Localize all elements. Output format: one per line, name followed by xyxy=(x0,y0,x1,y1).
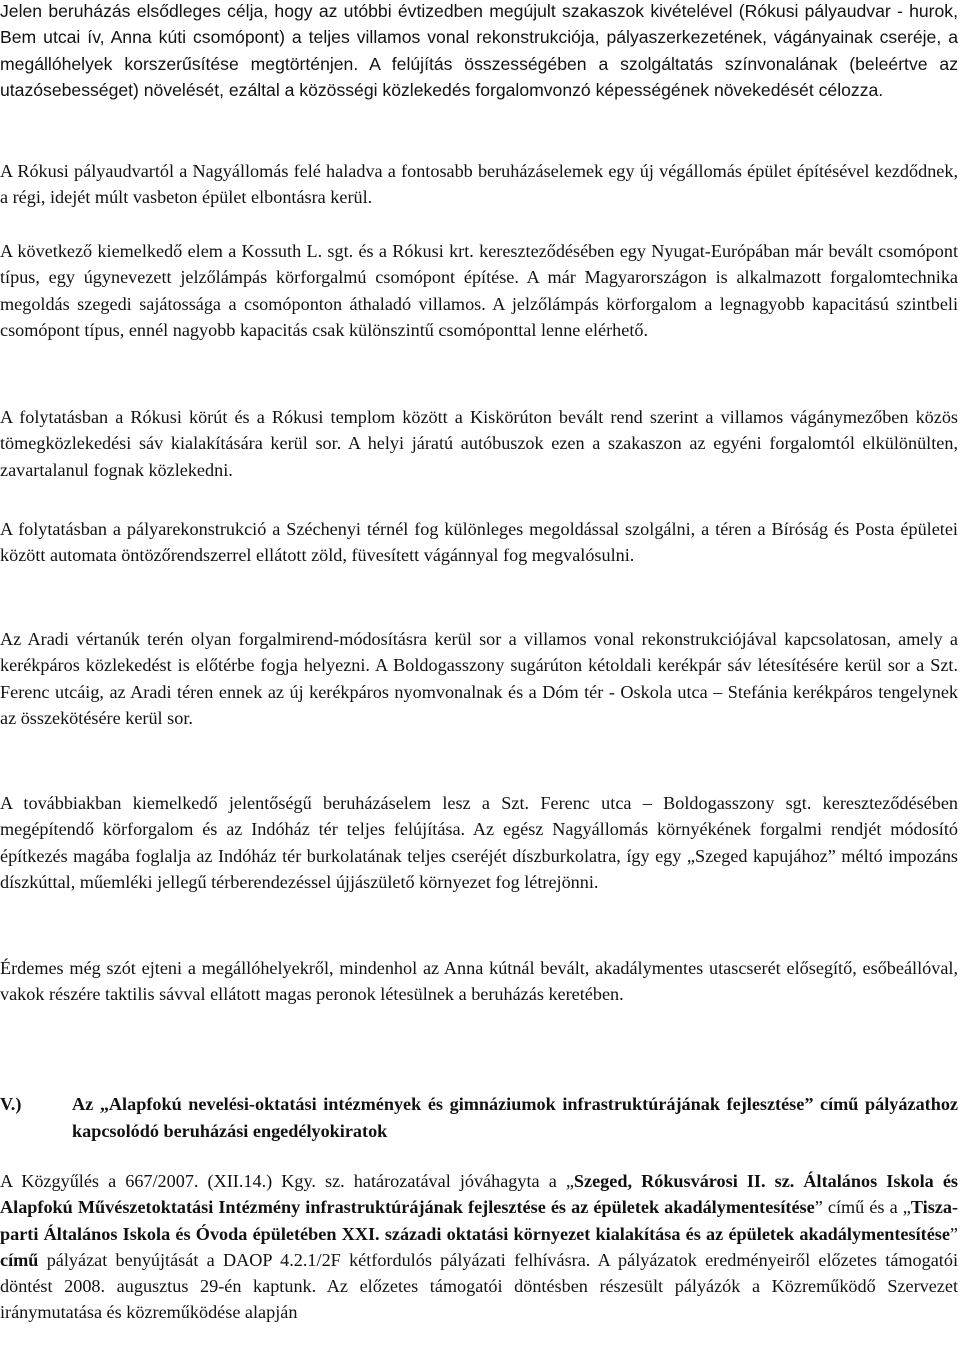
final-bold-school-2: Tisza-parti Általános Iskola és Óvoda épületében XXI. századi oktatási környezet kialakítása és az épületek akadálymentesítése xyxy=(0,1197,959,1244)
final-bold-school-1: Szeged, Rókusvárosi II. sz. Általános Iskola és Alapfokú Művészetoktatási Intézmény infrastruktúrájának fejlesztése és az épületek akadálymentesítése xyxy=(0,1171,958,1218)
paragraph-indohaz-square: A továbbiakban kiemelkedő jelentőségű beruházáselem lesz a Szt. Ferenc utca – Boldogasszony sgt. kereszteződésében megépítendő körforgalom és az Indóház tér teljes felújítása. Az egész Nagyállomás környékének forgalmi rendjét módosító építkezés magába foglalja az Indóház tér burkolatának teljes cseréjét díszburkolatra, így egy „Szeged kapujához” méltó impozáns díszkúttal, műemléki jellegű térberendezéssel újjászülető környezet fog létrejönni. xyxy=(0,793,958,892)
paragraph-szechenyi-square: A folytatásban a pályarekonstrukció a Széchenyi térnél fog különleges megoldással szolgálni, a téren a Bíróság és Posta épületei között automata öntözőrendszerrel ellátott zöld, füvesített vágánnyal fog megvalósulni. xyxy=(0,519,958,566)
paragraph-tram-stops: Érdemes még szót ejteni a megállóhelyekről, mindenhol az Anna kútnál bevált, akadálymentes utascserét elősegítő, esőbeállóval, vakok részére taktilis sávval ellátott magas peronok létesülnek a beruházás keretében. xyxy=(0,958,958,1005)
paragraph-project-goal: Jelen beruházás elsődleges célja, hogy az utóbbi évtizedben megújult szakaszok kivételével (Rókusi pályaudvar - hurok, Bem utcai ív, Anna kúti csomópont) a teljes villamos vonal rekonstrukciója, pályaszerkezetének, vágányainak cseréje, a megállóhelyek korszerűsítése megtörténjen. A felújítás összességében a szolgáltatás színvonalának (beleértve az utazósebességet) növelését, ezáltal a közösségi közlekedés forgalomvonzó képességének növekedését célozza. xyxy=(0,1,958,100)
paragraph-assembly-resolution xyxy=(0,1168,958,1326)
paragraph-bus-lane: A folytatásban a Rókusi körút és a Rókusi templom között a Kiskörúton bevált rend szerint a villamos vágánymezőben közös tömegközlekedési sáv kialakítására kerül sor. A helyi járatú autóbuszok ezen a szakaszon az egyéni forgalomtól elkülönülten, zavartalanul fognak közlekedni. xyxy=(0,407,958,480)
section-number: V.) xyxy=(0,1094,22,1114)
final-text-2: ” című és a „ xyxy=(814,1197,911,1218)
final-text-1: A Közgyűlés a 667/2007. (XII.14.) Kgy. sz. határozatával jóváhagyta a „ xyxy=(0,1171,574,1191)
paragraph-rokus-terminal: A Rókusi pályaudvartól a Nagyállomás felé haladva a fontosabb beruházáselemek egy új végállomás épület építésével kezdődnek, a régi, idejét múlt vasbeton épület elbontásra kerül. xyxy=(0,161,958,208)
final-text-4: pályázat benyújtását a DAOP 4.2.1/2F kétfordulós pályázati felhívásra. A pályázatok eredményeiről előzetes támogatói döntést 2008. augusztus 29-én kaptunk. Az előzetes támogatói döntésben részesült pályázók a Közreműködő Szervezet iránymutatása és közreműködése alapján xyxy=(0,1249,958,1323)
section-title: Az „Alapfokú nevelési-oktatási intézmények és gimnáziumok infrastruktúrájának fejlesztése” című pályázathoz kapcsolódó beruházási engedélyokiratok xyxy=(72,1094,958,1141)
paragraph-kossuth-roundabout: A következő kiemelkedő elem a Kossuth L. sgt. és a Rókusi krt. kereszteződésében egy Nyugat-Európában már bevált csomópont típus, egy úgynevezett jelzőlámpás körforgalmú csomópont építése. A már Magyarországon is alkalmazott forgalomtechnika megoldás szegedi sajátossága a csomóponton áthaladó villamos. A jelzőlámpás körforgalom a legnagyobb kapacitású szintbeli csomópont típus, ennél nagyobb kapacitás csak különszintű csomóponttal lenne elérhető. xyxy=(0,241,958,340)
paragraph-bicycle-lanes: Az Aradi vértanúk terén olyan forgalmirend-módosításra kerül sor a villamos vonal rekonstrukciójával kapcsolatosan, amely a kerékpáros közlekedést is előtérbe fogja helyezni. A Boldogasszony sugárúton kétoldali kerékpár sáv létesítésére kerül sor a Szt. Ferenc utcáig, az Aradi téren ennek az új kerékpáros nyomvonalnak és a Dóm tér - Oskola utca – Stefánia kerékpáros tengelynek az összekötésére kerül sor. xyxy=(0,629,958,728)
final-bold-cimu: című xyxy=(0,1249,39,1270)
final-text-3: ” xyxy=(949,1223,958,1244)
